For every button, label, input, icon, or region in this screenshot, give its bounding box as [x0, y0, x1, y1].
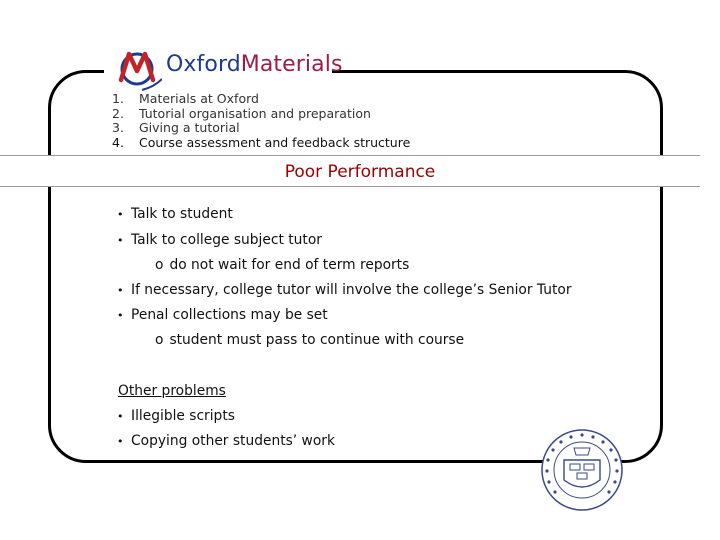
bullet-text: If necessary, college tutor will involve the college’s Senior Tutor [131, 282, 572, 298]
bullet-point [117, 232, 322, 248]
agenda-item [112, 121, 410, 136]
bullet-point [117, 408, 235, 424]
sub-bullet-icon: o [155, 332, 164, 348]
bullet-point [117, 307, 328, 323]
bullet-text: Illegible scripts [131, 408, 235, 424]
agenda-item-number: 4. [112, 134, 124, 150]
agenda-item-label: Course assessment and feedback structure [139, 134, 411, 150]
agenda-item-current [112, 136, 410, 151]
other-problems-heading: Other problems [118, 383, 226, 399]
bullet-text: Copying other students’ work [131, 433, 335, 449]
university-of-oxford-seal-icon [540, 428, 624, 512]
agenda-item-number: 2. [112, 105, 124, 121]
bullet-text: Talk to college subject tutor [131, 232, 322, 248]
bullet-icon: • [117, 284, 124, 297]
sub-point [155, 257, 409, 273]
brand-name-oxford: Oxford [166, 52, 241, 77]
bullet-point [117, 282, 572, 298]
agenda-item-label: Tutorial organisation and preparation [139, 105, 371, 121]
agenda-item [112, 92, 410, 107]
slide-title: Poor Performance [284, 162, 436, 182]
brand-wordmark [166, 52, 343, 77]
bullet-text: Talk to student [131, 206, 233, 222]
sub-point-text: do not wait for end of term reports [169, 257, 410, 273]
sub-point-text: student must pass to continue with course [169, 332, 465, 348]
agenda-list [112, 92, 410, 150]
bullet-icon: • [117, 309, 124, 322]
sub-point [155, 332, 464, 348]
agenda-item-label: Materials at Oxford [139, 91, 259, 106]
bullet-point [117, 206, 233, 222]
bullet-icon: • [117, 234, 124, 247]
agenda-item-number: 1. [112, 91, 124, 106]
brand-name-materials: Materials [240, 52, 343, 77]
bullet-icon: • [117, 208, 124, 221]
agenda-item-label: Giving a tutorial [139, 120, 240, 135]
agenda-item [112, 107, 410, 122]
sub-bullet-icon: o [155, 257, 164, 273]
bullet-text: Penal collections may be set [131, 307, 328, 323]
oxford-materials-mark-icon [112, 44, 162, 94]
bullet-icon: • [117, 435, 124, 448]
agenda-item-number: 3. [112, 120, 124, 135]
bullet-point [117, 433, 335, 449]
bullet-icon: • [117, 410, 124, 423]
